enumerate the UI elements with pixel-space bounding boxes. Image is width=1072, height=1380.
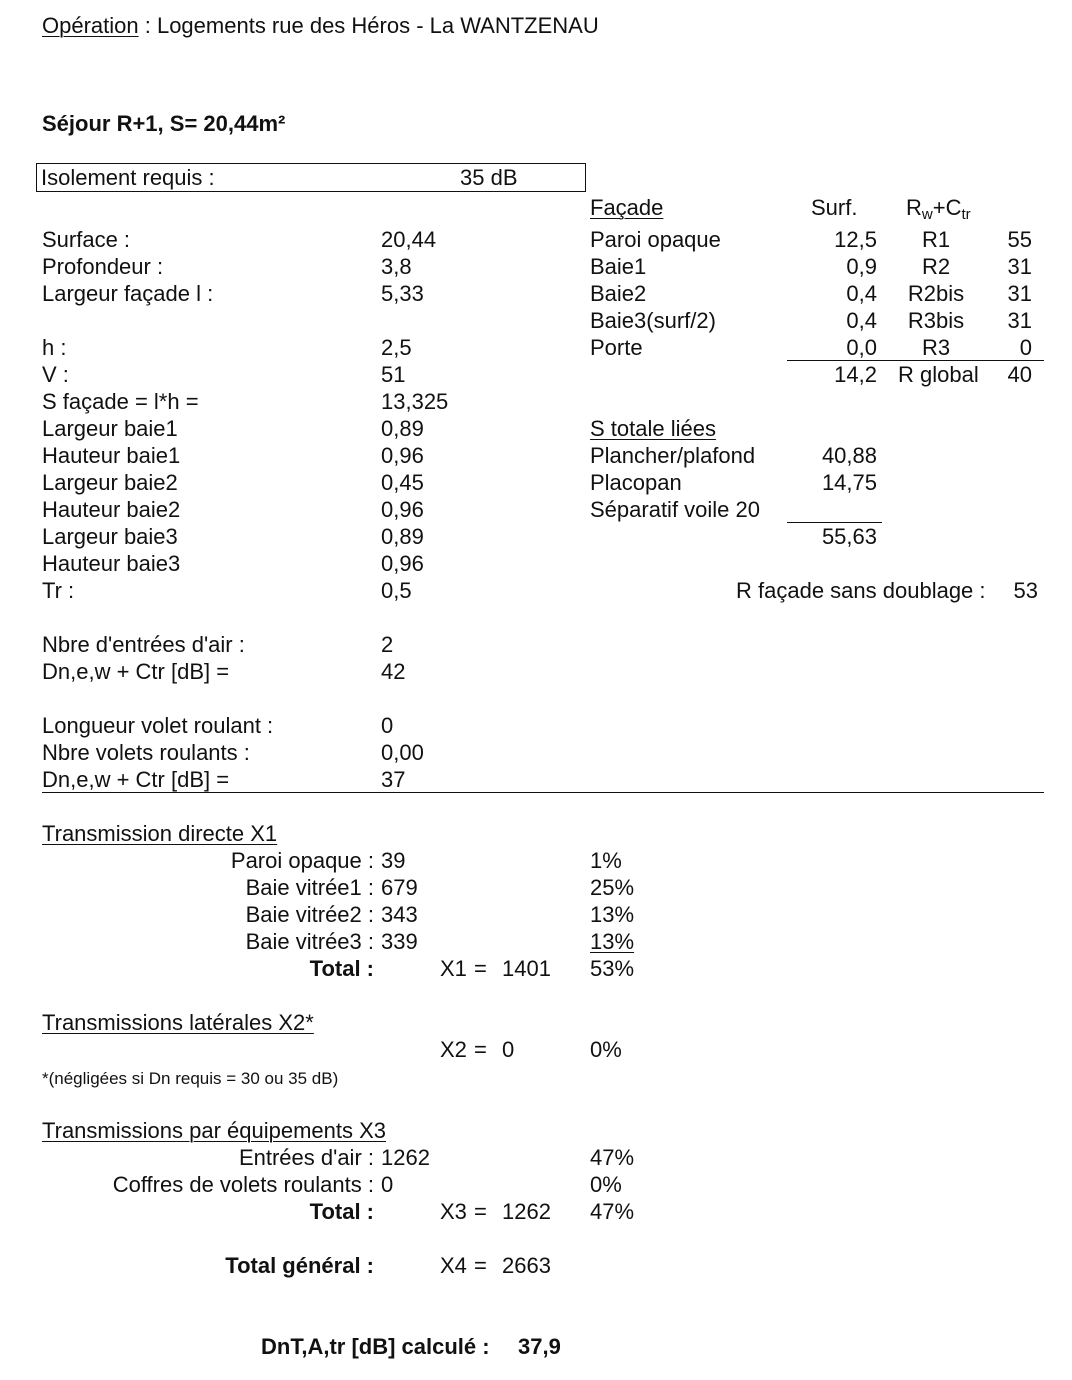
facade-row-r: R3 [921, 335, 951, 360]
param-value: 51 [381, 362, 406, 387]
param-value: 5,33 [381, 281, 424, 306]
facade-row-name: Baie1 [590, 254, 647, 279]
param-value: 20,44 [381, 227, 437, 252]
x2-pct: 0% [590, 1037, 622, 1062]
x3-row-value: 0 [381, 1172, 394, 1197]
facade-row-val: 31 [1007, 281, 1032, 306]
operation-name: : Logements rue des Héros - La WANTZENAU [138, 13, 599, 38]
x1-equals: = [474, 956, 487, 981]
x1-row-label: Paroi opaque : [230, 848, 374, 873]
param-label: V : [42, 362, 69, 387]
rw-sub1: w [921, 206, 933, 223]
facade-total-surf: 14,2 [834, 362, 877, 387]
facade-row-surf: 0,4 [846, 281, 877, 306]
rw-main: R [906, 195, 922, 220]
param-label: Largeur baie2 [42, 470, 178, 495]
x1-row-pct: 13% [590, 902, 635, 927]
stotale-row-name: Plancher/plafond [590, 443, 756, 468]
facade-row-name: Porte [590, 335, 643, 360]
x4-equals: = [474, 1253, 487, 1278]
param-label: h : [42, 335, 67, 360]
r-facade-label: R façade sans doublage : [736, 578, 986, 603]
param-label: Profondeur : [42, 254, 164, 279]
operation-label: Opération [42, 13, 139, 38]
param-value: 0,96 [381, 551, 424, 576]
x2-note: *(négligées si Dn requis = 30 ou 35 dB) [42, 1069, 339, 1088]
param-value: 13,325 [381, 389, 449, 414]
x1-row-value: 679 [381, 875, 418, 900]
isolement-value: 35 dB [460, 165, 518, 190]
rw-ctr-header [906, 195, 971, 221]
x3-row-pct: 0% [590, 1172, 622, 1197]
param-value: 0,96 [381, 443, 424, 468]
stotale-row-name: Séparatif voile 20 [590, 497, 760, 522]
param-label: Hauteur baie1 [42, 443, 181, 468]
facade-row-r: R1 [921, 227, 951, 252]
param-label: Largeur façade l : [42, 281, 214, 306]
dnt-value: 37,9 [518, 1334, 561, 1359]
x1-total-label: Total : [309, 956, 374, 981]
x3-equals: = [474, 1199, 487, 1224]
x3-total-pct: 47% [590, 1199, 635, 1224]
facade-row-r: R3bis [907, 308, 965, 333]
facade-row-r: R2bis [907, 281, 965, 306]
rglobal-label: R global [898, 362, 979, 387]
param-value: 2,5 [381, 335, 412, 360]
x1-total-pct: 53% [590, 956, 635, 981]
param-value: 0,96 [381, 497, 424, 522]
stotale-row-value: 14,75 [821, 470, 877, 495]
x1-row-value: 339 [381, 929, 418, 954]
room-title: Séjour R+1, S= 20,44m² [42, 111, 286, 136]
x2-symbol: X2 [440, 1037, 467, 1062]
param-value: 0,89 [381, 416, 424, 441]
facade-row-name: Paroi opaque [590, 227, 721, 252]
param-value: 0 [381, 713, 394, 738]
x2-header: Transmissions latérales X2* [42, 1010, 314, 1035]
facade-row-r: R2 [921, 254, 951, 279]
surf-header: Surf. [811, 195, 858, 220]
param-label: Nbre volets roulants : [42, 740, 250, 765]
x1-row-label: Baie vitrée1 : [245, 875, 374, 900]
facade-row-name: Baie3(surf/2) [590, 308, 716, 333]
facade-row-surf: 12,5 [834, 227, 877, 252]
facade-total-divider [787, 360, 1044, 361]
param-label: Hauteur baie3 [42, 551, 181, 576]
facade-row-name: Baie2 [590, 281, 647, 306]
param-value: 0,00 [381, 740, 424, 765]
param-label: Dn,e,w + Ctr [dB] = [42, 767, 230, 792]
facade-row-val: 31 [1007, 308, 1032, 333]
x4-symbol: X4 [440, 1253, 467, 1278]
param-value: 0,5 [381, 578, 412, 603]
x1-row-pct: 13% [590, 929, 635, 954]
x3-row-label: Entrées d'air : [238, 1145, 374, 1170]
stotale-divider [787, 522, 882, 523]
facade-row-surf: 0,9 [846, 254, 877, 279]
param-value: 0,45 [381, 470, 424, 495]
param-label: Surface : [42, 227, 131, 252]
stotale-header: S totale liées [590, 416, 716, 441]
facade-header: Façade [590, 195, 664, 220]
x1-total-value: 1401 [502, 956, 551, 981]
isolement-label: Isolement requis : [41, 165, 215, 190]
x1-row-pct: 1% [590, 848, 622, 873]
stotale-row-value: 40,88 [821, 443, 877, 468]
param-value: 0,89 [381, 524, 424, 549]
rw-sub2: tr [961, 206, 971, 223]
param-label: Largeur baie3 [42, 524, 178, 549]
x3-row-pct: 47% [590, 1145, 635, 1170]
stotale-total: 55,63 [821, 524, 877, 549]
x1-row-label: Baie vitrée2 : [245, 902, 374, 927]
rw-plus: +C [932, 195, 962, 220]
x3-symbol: X3 [440, 1199, 467, 1224]
x2-equals: = [474, 1037, 487, 1062]
x1-symbol: X1 [440, 956, 467, 981]
x2-value: 0 [502, 1037, 515, 1062]
facade-row-surf: 0,0 [846, 335, 877, 360]
param-value: 2 [381, 632, 394, 657]
dnt-label: DnT,A,tr [dB] calculé : [261, 1334, 490, 1359]
stotale-row-name: Placopan [590, 470, 682, 495]
x1-row-label: Baie vitrée3 : [245, 929, 374, 954]
rglobal-value: 40 [1007, 362, 1032, 387]
r-facade-value: 53 [1013, 578, 1038, 603]
x3-total-value: 1262 [502, 1199, 551, 1224]
param-label: Dn,e,w + Ctr [dB] = [42, 659, 230, 684]
param-label: S façade = l*h = [42, 389, 199, 414]
x1-row-value: 343 [381, 902, 418, 927]
x3-row-label: Coffres de volets roulants : [112, 1172, 374, 1197]
param-label: Longueur volet roulant : [42, 713, 274, 738]
param-value: 37 [381, 767, 406, 792]
param-label: Largeur baie1 [42, 416, 178, 441]
operation-title [42, 13, 599, 39]
param-value: 42 [381, 659, 406, 684]
x1-row-pct: 25% [590, 875, 635, 900]
x3-total-label: Total : [309, 1199, 374, 1224]
facade-row-val: 31 [1007, 254, 1032, 279]
x4-label: Total général : [225, 1253, 374, 1278]
facade-row-val: 0 [1019, 335, 1032, 360]
x1-row-value: 39 [381, 848, 406, 873]
x1-header: Transmission directe X1 [42, 821, 278, 846]
facade-row-surf: 0,4 [846, 308, 877, 333]
param-label: Tr : [42, 578, 75, 603]
section-divider [42, 792, 1044, 793]
param-value: 3,8 [381, 254, 412, 279]
facade-row-val: 55 [1007, 227, 1032, 252]
param-label: Hauteur baie2 [42, 497, 181, 522]
x4-value: 2663 [502, 1253, 551, 1278]
x3-row-value: 1262 [381, 1145, 430, 1170]
param-label: Nbre d'entrées d'air : [42, 632, 245, 657]
x3-header: Transmissions par équipements X3 [42, 1118, 387, 1143]
